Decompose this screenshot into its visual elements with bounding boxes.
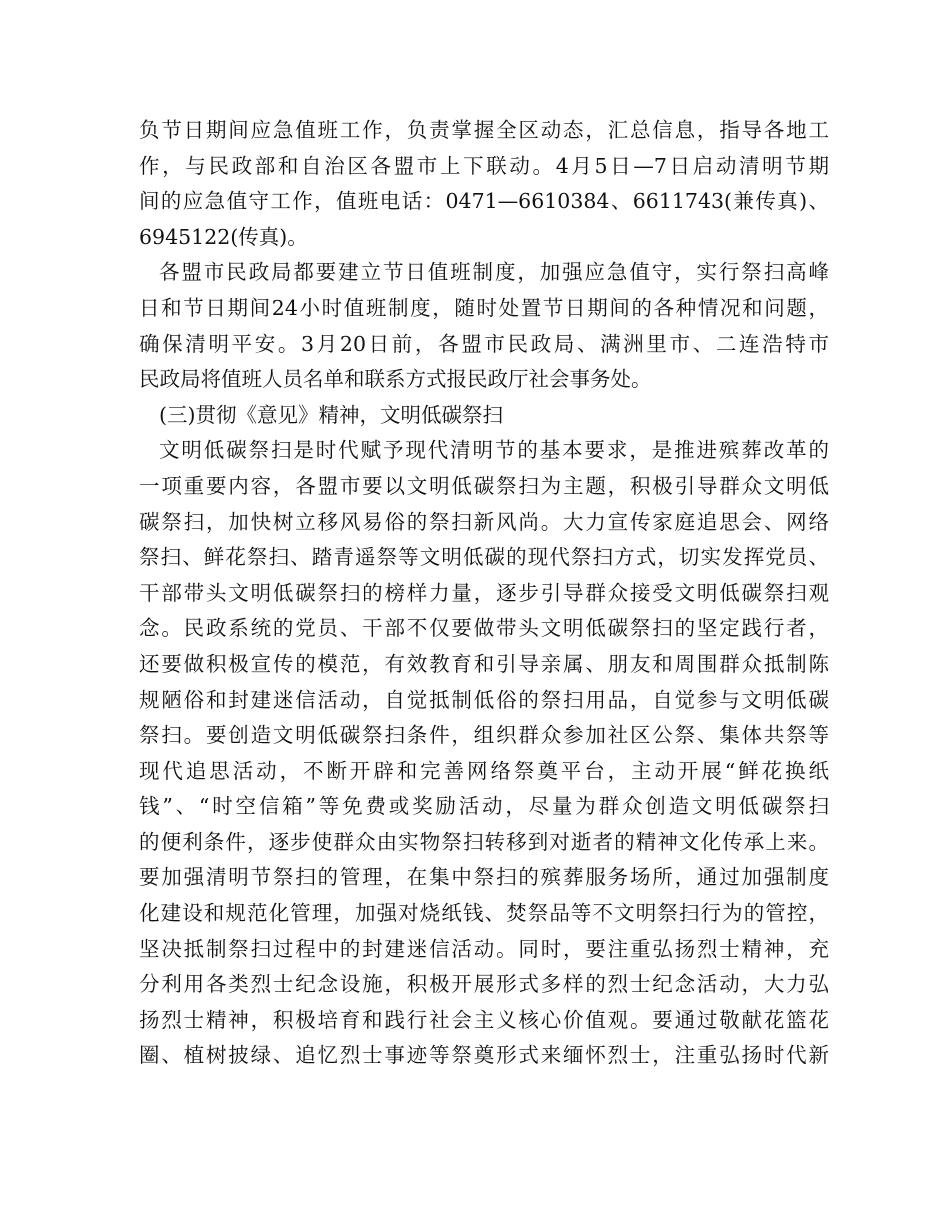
text-line: 祭扫。要创造文明低碳祭扫条件，组织群众参加社区公祭、集体共祭等 bbox=[139, 723, 829, 748]
text-line: 一项重要内容，各盟市要以文明低碳祭扫为主题，积极引导群众文明低 bbox=[139, 473, 829, 498]
paragraph-start-line: 各盟市民政局都要建立节日值班制度，加强应急值守，实行祭扫高峰 bbox=[159, 260, 829, 285]
text-line: 的便利条件，逐步使群众由实物祭扫转移到对逝者的精神文化传承上来。 bbox=[139, 829, 829, 854]
text-line: 间的应急值守工作，值班电话：0471—6610384、6611743(兼传真)、 bbox=[139, 189, 829, 214]
text-line: 日和节日期间24小时值班制度，随时处置节日期间的各种情况和问题， bbox=[139, 295, 829, 320]
paragraph-start-line: (三)贯彻《意见》精神，文明低碳祭扫 bbox=[159, 402, 503, 427]
text-line: 现代追思活动，不断开辟和完善网络祭奠平台，主动开展“鲜花换纸 bbox=[139, 758, 829, 783]
text-line: 6945122(传真)。 bbox=[139, 224, 308, 249]
text-line: 碳祭扫，加快树立移风易俗的祭扫新风尚。大力宣传家庭追思会、网络 bbox=[139, 509, 829, 534]
text-line: 分利用各类烈士纪念设施，积极开展形式多样的烈士纪念活动，大力弘 bbox=[139, 972, 829, 997]
text-line: 规陋俗和封建迷信活动，自觉抵制低俗的祭扫用品，自觉参与文明低碳 bbox=[139, 687, 829, 712]
text-line: 扬烈士精神，积极培育和践行社会主义核心价值观。要通过敬献花篮花 bbox=[139, 1007, 829, 1032]
text-line: 化建设和规范化管理，加强对烧纸钱、焚祭品等不文明祭扫行为的管控， bbox=[139, 901, 829, 926]
document-body bbox=[139, 113, 829, 1074]
text-line: 念。民政系统的党员、干部不仅要做带头文明低碳祭扫的坚定践行者， bbox=[139, 616, 829, 641]
text-line: 钱”、“时空信箱”等免费或奖励活动，尽量为群众创造文明低碳祭扫 bbox=[139, 794, 829, 819]
text-line: 民政局将值班人员名单和联系方式报民政厅社会事务处。 bbox=[139, 367, 652, 392]
text-line: 负节日期间应急值班工作，负责掌握全区动态，汇总信息，指导各地工 bbox=[139, 118, 829, 142]
text-line: 还要做积极宣传的模范，有效教育和引导亲属、朋友和周围群众抵制陈 bbox=[139, 651, 829, 676]
text-line: 祭扫、鲜花祭扫、踏青遥祭等文明低碳的现代祭扫方式，切实发挥党员、 bbox=[139, 545, 829, 570]
text-line: 确保清明平安。3月20日前，各盟市民政局、满洲里市、二连浩特市 bbox=[139, 331, 829, 356]
text-line: 圈、植树披绿、追忆烈士事迹等祭奠形式来缅怀烈士，注重弘扬时代新 bbox=[139, 1043, 829, 1068]
paragraph-start-line: 文明低碳祭扫是时代赋予现代清明节的基本要求，是推进殡葬改革的 bbox=[159, 438, 829, 463]
text-line: 要加强清明节祭扫的管理，在集中祭扫的殡葬服务场所，通过加强制度 bbox=[139, 865, 829, 890]
text-line: 作，与民政部和自治区各盟市上下联动。4月5日—7日启动清明节期 bbox=[139, 153, 829, 178]
text-line: 干部带头文明低碳祭扫的榜样力量，逐步引导群众接受文明低碳祭扫观 bbox=[139, 580, 829, 605]
text-line: 坚决抵制祭扫过程中的封建迷信活动。同时，要注重弘扬烈士精神，充 bbox=[139, 936, 829, 961]
